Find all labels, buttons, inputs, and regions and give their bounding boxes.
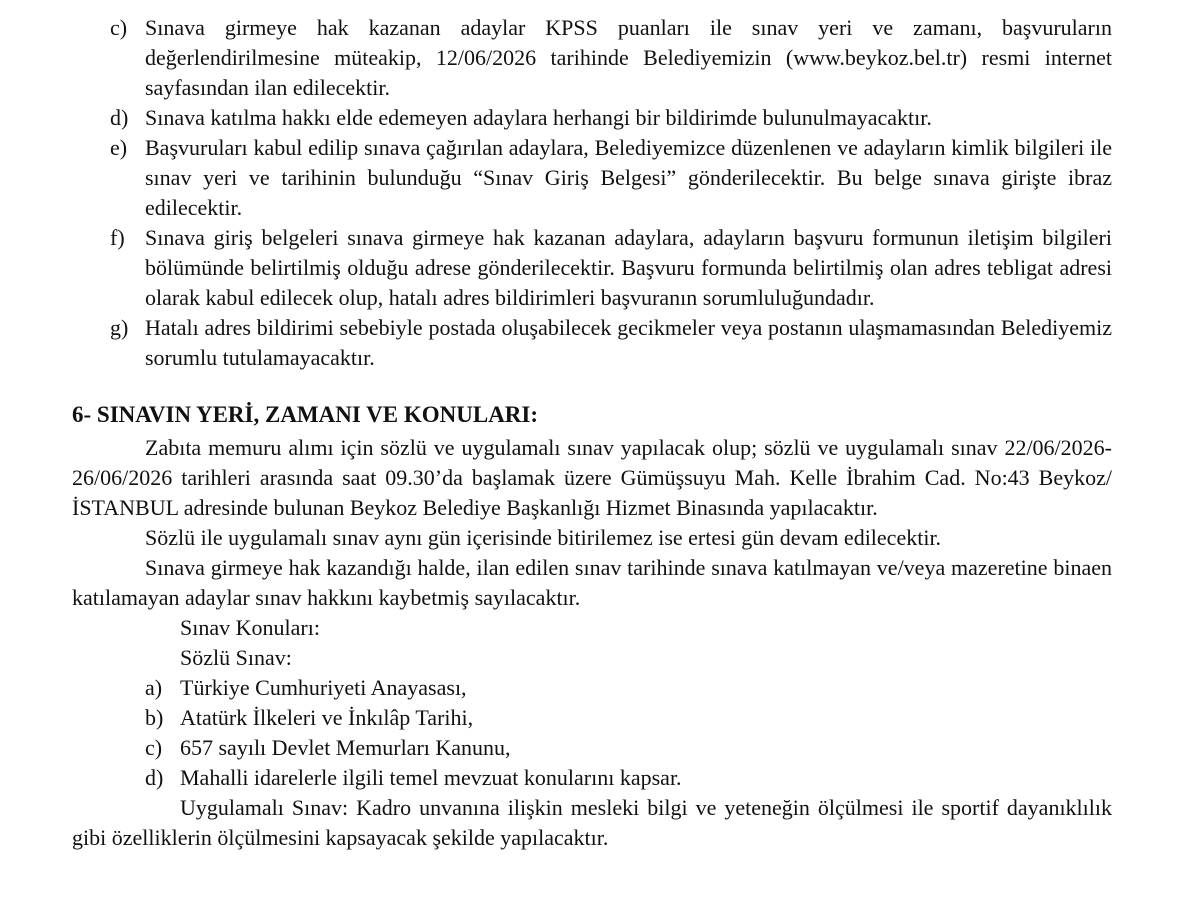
list-item-letter: c) — [145, 735, 163, 760]
list-item-letter: e) — [110, 135, 128, 160]
list-item — [145, 703, 1112, 733]
list-item-letter: a) — [145, 675, 163, 700]
paragraph-practical-exam: Uygulamalı Sınav: Kadro unvanına ilişkin mesleki bilgi ve yeteneğin ölçülmesi ile sportif dayanıklılık gibi özelliklerin ölçülmesini kapsayacak şekilde yapılacaktır. — [72, 795, 1112, 850]
list-item — [145, 763, 1112, 793]
list-item-text: Mahalli idarelerle ilgili temel mevzuat konularını kapsar. — [180, 765, 682, 790]
application-rules-list — [72, 13, 1112, 373]
exam-topics-heading: Sınav Konuları: — [180, 615, 320, 640]
list-item — [110, 13, 1112, 103]
paragraph-exam-place-time: Zabıta memuru alımı için sözlü ve uygulamalı sınav yapılacak olup; sözlü ve uygulamalı sınav 22/06/2026-26/06/2026 tarihleri arasında saat 09.30’da başlamak üzere Gümüşsuyu Mah. Kelle İbrahim Cad. No:43 Beykoz/İSTANBUL adresinde bulunan Beykoz Belediye Başkanlığı Hizmet Binasında yapılacaktır. — [72, 435, 1112, 520]
exam-topics-list — [72, 673, 1112, 793]
list-item-text: Başvuruları kabul edilip sınava çağırılan adaylara, Belediyemizce düzenlenen ve adayların kimlik bilgileri ile sınav yeri ve tarihinin bulunduğu “Sınav Giriş Belgesi” gönderilecektir. Bu belge sınava girişte ibraz edilecektir. — [145, 135, 1112, 220]
list-item — [110, 223, 1112, 313]
list-item-letter: d) — [110, 105, 129, 130]
paragraph-missed-exam: Sınava girmeye hak kazandığı halde, ilan edilen sınav tarihinde sınava katılmayan ve/veya mazeretine binaen katılamayan adaylar sınav hakkını kaybetmiş sayılacaktır. — [72, 555, 1112, 610]
list-item-text: Hatalı adres bildirimi sebebiyle postada oluşabilecek gecikmeler veya postanın ulaşmamasından Belediyemiz sorumlu tutulamayacaktır. — [145, 315, 1112, 370]
section-heading: 6- SINAVIN YERİ, ZAMANI VE KONULARI: — [72, 402, 539, 427]
list-item-letter: d) — [145, 765, 164, 790]
oral-exam-heading: Sözlü Sınav: — [180, 645, 292, 670]
list-item-text: Atatürk İlkeleri ve İnkılâp Tarihi, — [180, 705, 474, 730]
list-item-letter: c) — [110, 15, 128, 40]
list-item — [145, 733, 1112, 763]
list-item — [110, 313, 1112, 373]
list-item-letter: f) — [110, 225, 125, 250]
list-item-text: Sınava giriş belgeleri sınava girmeye hak kazanan adaylara, adayların başvuru formunun iletişim bilgileri bölümünde belirtilmiş olduğu adrese gönderilecektir. Başvuru formunda belirtilmiş olan adres tebligat adresi olarak kabul edilecek olup, hatalı adres bildirimleri başvuranın sorumluluğundadır. — [145, 225, 1112, 310]
list-item-letter: b) — [145, 705, 164, 730]
list-item-text: Türkiye Cumhuriyeti Anayasası, — [180, 675, 467, 700]
list-item-text: Sınava katılma hakkı elde edemeyen adaylara herhangi bir bildirimde bulunulmayacaktır. — [145, 105, 932, 130]
list-item-letter: g) — [110, 315, 129, 340]
paragraph-exam-continuation: Sözlü ile uygulamalı sınav aynı gün içerisinde bitirilemez ise ertesi gün devam edilecektir. — [145, 525, 942, 550]
list-item-text: Sınava girmeye hak kazanan adaylar KPSS puanları ile sınav yeri ve zamanı, başvuruların değerlendirilmesine müteakip, 12/06/2026 tarihinde Belediyemizin (www.beykoz.bel.tr) resmi internet sayfasından ilan edilecektir. — [145, 15, 1112, 100]
list-item-text: 657 sayılı Devlet Memurları Kanunu, — [180, 735, 511, 760]
list-item — [110, 103, 1112, 133]
list-item — [145, 673, 1112, 703]
list-item — [110, 133, 1112, 223]
